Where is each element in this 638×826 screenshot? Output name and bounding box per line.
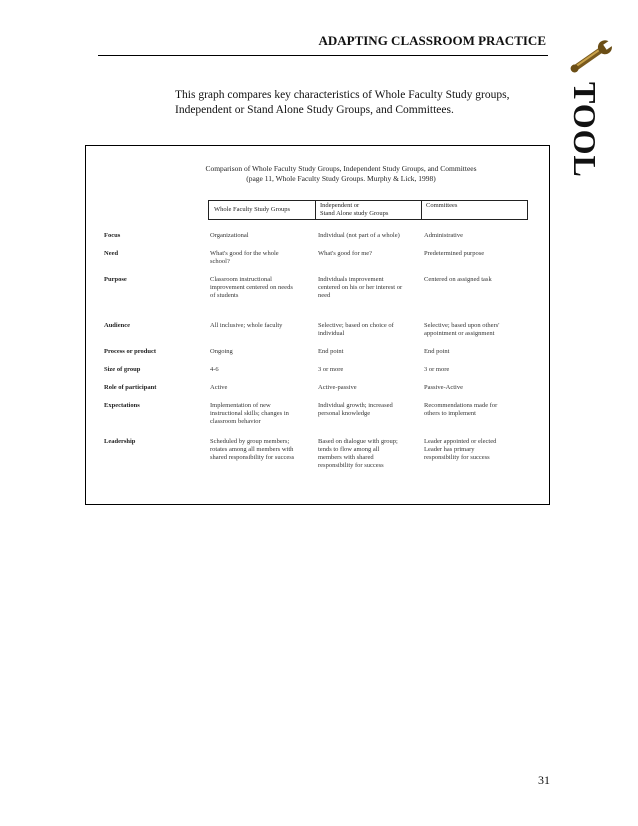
cell-line: classroom behavior [210,418,261,425]
page-number: 31 [538,773,550,787]
cell-line: 3 or more [424,366,450,373]
cell-independent [318,384,418,392]
cell-line: need [318,292,331,299]
cell-line: individual [318,330,345,337]
column-header-committees: Committees [426,202,458,209]
row-label: Size of group [104,366,141,373]
row-label: Purpose [104,276,127,283]
cell-line: tends to flow among all [318,446,380,453]
cell-line: responsibility for success [424,454,490,461]
tool-side-label [567,82,607,192]
cell-line: Leader appointed or elected [424,438,497,445]
column-header-whole: Whole Faculty Study Groups [214,206,291,213]
cell-independent [318,322,418,338]
cell-whole [210,384,310,392]
cell-independent [318,348,418,356]
comparison-figure [85,145,550,505]
cell-line: Scheduled by group members; [210,438,290,445]
cell-line: 4-6 [210,366,219,373]
cell-line: school? [210,258,230,265]
cell-committees [424,232,524,240]
cell-line: Active [210,384,228,391]
column-header-independent [320,202,388,218]
cell-line: Recommendations made for [424,402,498,409]
cell-committees [424,348,524,356]
cell-line: others to implement [424,410,476,417]
cell-line: responsibility for success [318,462,384,469]
figure-caption [181,164,501,184]
cell-line: Centered on assigned task [424,276,492,283]
cell-line: Leader has primary [424,446,475,453]
cell-line: Active-passive [318,384,357,391]
cell-line: Classroom instructional [210,276,272,283]
cell-line: instructional skills; changes in [210,410,289,417]
cell-whole [210,250,310,266]
cell-line: improvement centered on needs [210,284,293,291]
cell-line: Administrative [424,232,463,239]
cell-committees [424,402,524,418]
cell-line: All inclusive; whole faculty [210,322,283,329]
cell-committees [424,366,524,374]
row-label: Need [104,250,119,257]
cell-whole [210,348,310,356]
cell-line: Individual (not part of a whole) [318,232,400,239]
intro-line-2: Independent or Stand Alone Study Groups, and Committees. [175,104,454,116]
column-divider [421,201,422,219]
cell-independent [318,402,418,418]
header-rule [98,55,548,56]
row-label: Audience [104,322,130,329]
cell-whole [210,232,310,240]
cell-line: Organizational [210,232,249,239]
cell-line: 3 or more [318,366,344,373]
cell-committees [424,438,524,462]
running-header: ADAPTING CLASSROOM PRACTICE [318,33,546,48]
intro-line-1: This graph compares key characteristics of Whole Faculty Study groups, [175,89,510,101]
caption-line-1: Comparison of Whole Faculty Study Groups, Independent Study Groups, and Committees [205,164,477,173]
cell-independent [318,438,418,470]
cell-line: members with shared [318,454,374,461]
column-divider [315,201,316,219]
cell-whole [210,402,310,426]
cell-line: Selective; based on choice of [318,322,394,329]
cell-whole [210,322,310,330]
cell-committees [424,384,524,392]
caption-line-2: (page 11, Whole Faculty Study Groups. Murphy & Lick, 1998) [246,174,436,183]
row-label: Role of participant [104,384,157,391]
row-label: Process or product [104,348,156,355]
cell-independent [318,232,418,240]
cell-line: shared responsibility for success [210,454,295,461]
tool-word: TOOL [567,82,603,178]
row-label: Focus [104,232,121,239]
cell-whole [210,438,310,462]
row-label: Expectations [104,402,140,409]
cell-line: rotates among all members with [210,446,294,453]
cell-independent [318,366,418,374]
cell-line: Selective; based upon others' [424,322,500,329]
cell-committees [424,276,524,284]
cell-line: Individual growth; increased [318,402,393,409]
cell-line: Predetermined purpose [424,250,485,257]
wrench-icon [566,40,616,74]
intro-paragraph [175,88,535,118]
cell-committees [424,250,524,258]
cell-line: Passive-Active [424,384,463,391]
cell-line: End point [424,348,450,355]
cell-line: of students [210,292,239,299]
cell-line: What's good for the whole [210,250,279,257]
column-header-independent-line1: Independent or [320,202,360,209]
cell-line: Based on dialogue with group; [318,438,398,445]
column-header-independent-line2: Stand Alone study Groups [320,210,389,217]
cell-whole [210,366,310,374]
cell-line: appointment or assignment [424,330,495,337]
cell-committees [424,322,524,338]
row-label: Leadership [104,438,136,445]
cell-whole [210,276,310,300]
cell-line: Implementation of new [210,402,271,409]
cell-line: personal knowledge [318,410,371,417]
cell-line: Individuals improvement [318,276,384,283]
cell-line: Ongoing [210,348,233,355]
cell-independent [318,250,418,258]
cell-line: End point [318,348,344,355]
cell-line: What's good for me? [318,250,373,257]
cell-independent [318,276,418,300]
cell-line: centered on his or her interest or [318,284,403,291]
